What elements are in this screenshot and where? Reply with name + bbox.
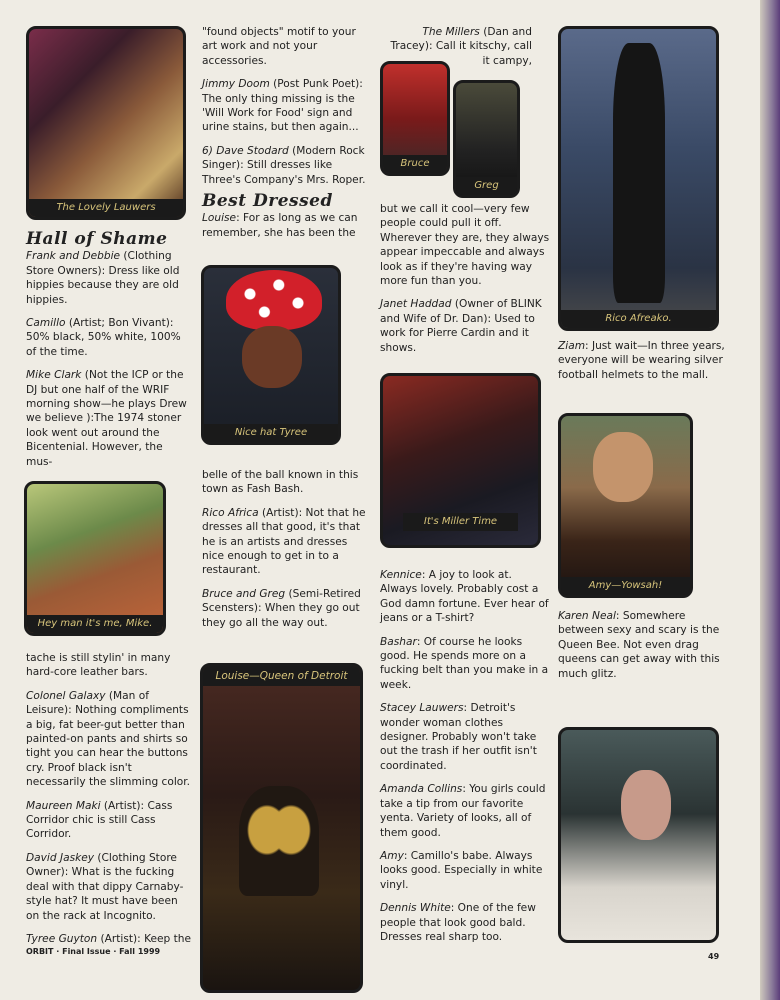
photo-rico: [558, 26, 719, 331]
column-2-top: [202, 25, 366, 249]
entry: Mike Clark (Not the ICP or the DJ but one half of the WRIF morning show—he plays Drew we believe ):The 1974 stoner look went out around the Bicentenial. However, the mus-: [26, 369, 187, 468]
photo-amy: [558, 413, 693, 598]
caption-amy: Amy—Yowsah!: [561, 577, 690, 595]
heading-hall-of-shame: Hall of Shame: [26, 229, 168, 249]
figure-shape: [613, 43, 665, 303]
entry: Kennice: A joy to look at. Always lovely. Probably cost a God damn fortune. Ever hear of jeans or a T-shirt?: [380, 569, 549, 625]
red-hat-icon: [226, 270, 322, 330]
entry: Bruce and Greg (Semi-Retired Scensters): When they go out they go all the way out.: [202, 587, 361, 629]
photo-tyree: [201, 265, 341, 445]
caption-greg: Greg: [456, 177, 517, 195]
column-4-ziam: [558, 339, 730, 391]
entry: Ziam: Just wait—In three years, everyone will be wearing silver football helmets to the mall.: [558, 340, 725, 381]
face-shape: [242, 326, 302, 388]
column-2-mid: [202, 468, 366, 639]
entry: but we call it cool—very few people could pull it off. Wherever they are, they always appear impeccable and always look as if they're having way more fun than you.: [380, 203, 550, 288]
column-1-top: [26, 229, 192, 478]
page-edge: [760, 0, 780, 1000]
entry: Stacey Lauwers: Detroit's wonder woman clothes designer. Probably won't take out the trash if her outfit isn't coordinated.: [380, 702, 537, 772]
photo-greg: [453, 80, 520, 198]
column-4-karen: [558, 609, 730, 690]
photo-louise: [200, 663, 363, 993]
photo-millers: [380, 373, 541, 548]
photo-lauwers: [26, 26, 186, 220]
caption-louise: Louise—Queen of Detroit: [203, 666, 360, 686]
entry: Louise: For as long as we can remember, she has been the: [202, 212, 358, 239]
caption-millers: It's Miller Time: [403, 513, 518, 531]
entry: Janet Haddad (Owner of BLINK and Wife of Dr. Dan): Used to work for Pierre Cardin and it shows.: [380, 298, 542, 354]
entry: The Millers (Dan and Tracey): Call it kitschy, call it campy,: [390, 26, 532, 67]
caption-bruce: Bruce: [383, 155, 447, 173]
entry: tache is still stylin' in many hard-core leather bars.: [26, 652, 171, 679]
entry: David Jaskey (Clothing Store Owner): What is the fucking deal with that dippy Carnaby-style hat? It must have been on the rack at Incognito.: [26, 851, 184, 922]
entry: Dennis White: One of the few people that look good bald. Dresses real sharp too.: [380, 902, 536, 943]
caption-rico: Rico Afreako.: [561, 310, 716, 328]
entry: Colonel Galaxy (Man of Leisure): Nothing compliments a big, fat beer-gut better than painted-on pants and shirts so tight you can hear the buttons cry. Proof black isn't necessarily the slimming color.: [26, 689, 191, 789]
entry: Tyree Guyton (Artist): Keep the: [26, 932, 191, 945]
entry: 6) Dave Stodard (Modern Rock Singer): Still dresses like Three's Company's Mrs. Roper.: [202, 144, 366, 186]
caption-lauwers: The Lovely Lauwers: [29, 199, 183, 217]
heading-best-dressed: Best Dressed: [202, 191, 333, 212]
entry: Camillo (Artist; Bon Vivant): 50% black, 50% white, 100% of the time.: [26, 317, 181, 358]
column-3-bottom: [380, 568, 550, 953]
entry: Rico Africa (Artist): Not that he dresses all that good, it's that he is an artists and dresses nice enough to get in to a restaurant.: [202, 506, 366, 577]
entry: Amy: Camillo's babe. Always looks good. Especially in white vinyl.: [380, 849, 543, 891]
entry: Bashar: Of course he looks good. He spends more on a fucking belt than you make in a week.: [380, 635, 549, 691]
caption-tyree: Nice hat Tyree: [204, 424, 338, 442]
photo-karen: [558, 727, 719, 943]
dress-shape: [239, 786, 319, 896]
entry: Maureen Maki (Artist): Cass Corridor chic is still Cass Corridor.: [26, 799, 173, 841]
column-3-top: [382, 25, 532, 77]
entry: "found objects" motif to your art work and not your accessories.: [202, 26, 356, 67]
footer-issue: ORBIT · Final Issue · Fall 1999: [26, 947, 161, 956]
entry: Amanda Collins: You girls could take a tip from our favorite yenta. Variety of looks, all of them good.: [380, 783, 546, 839]
photo-bruce: [380, 61, 450, 176]
entry: Karen Neal: Somewhere between sexy and scary is the Queen Bee. Not even drag queens can get away with this much glitz.: [558, 610, 720, 680]
face-shape: [621, 770, 671, 840]
entry: Jimmy Doom (Post Punk Poet): The only thing missing is the 'Will Work for Food' sign and urine stains, but then again...: [202, 78, 363, 134]
column-3-mid: [380, 202, 552, 364]
entry: belle of the ball known in this town as Fash Bash.: [202, 469, 359, 496]
face-shape: [593, 432, 653, 502]
column-1-bottom: [26, 651, 192, 955]
photo-mike: [24, 481, 166, 636]
caption-mike: Hey man it's me, Mike.: [27, 615, 163, 633]
page-number: 49: [708, 952, 720, 961]
entry: Frank and Debbie (Clothing Store Owners): Dress like old hippies because they are old hippies.: [26, 250, 180, 306]
